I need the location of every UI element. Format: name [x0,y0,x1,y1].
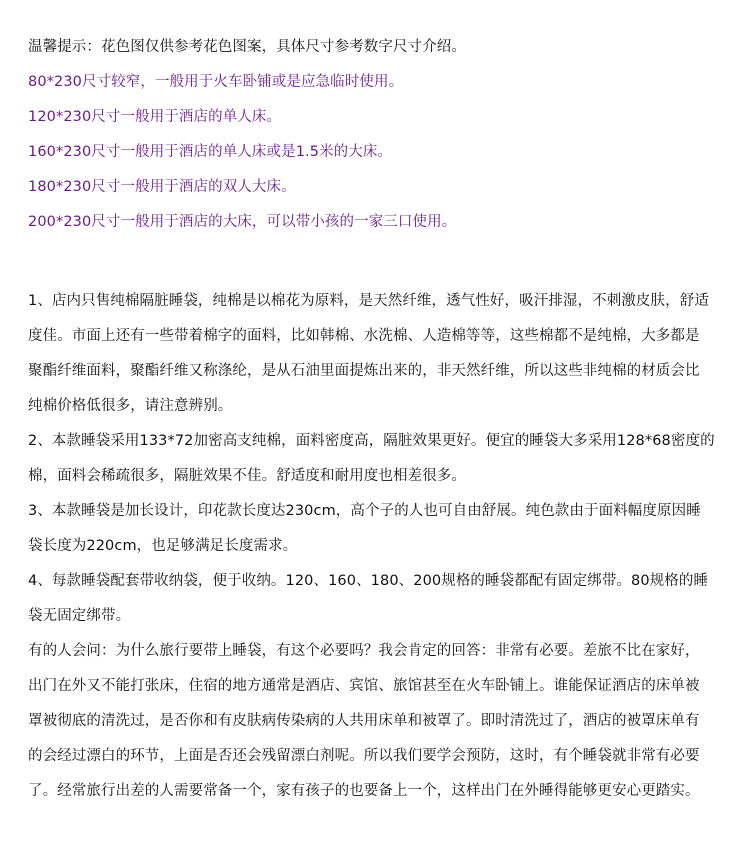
point-2-paragraph [28,424,728,494]
section-spacer [28,240,728,284]
paragraph-line: 出门在外又不能打张床，住宿的地方通常是酒店、宾馆、旅馆甚至在火车卧铺上。谁能保证酒店的床单被 [28,678,700,694]
size-note-160: 160*230尺寸一般用于酒店的单人床或是1.5米的大床。 [28,144,393,160]
paragraph-line: 3、本款睡袋是加长设计，印花款长度达230cm，高个子的人也可自由舒展。纯色款由于面料幅度原因睡 [28,503,701,519]
paragraph-line: 袋无固定绑带。 [28,608,131,624]
paragraph-line: 了。经常旅行出差的人需要常备一个，家有孩子的也要备上一个，这样出门在外睡得能够更安心更踏实。 [28,783,700,799]
paragraph-line: 罩被彻底的清洗过，是否你和有皮肤病传染病的人共用床单和被罩了。即时清洗过了，酒店的被罩床单有 [28,713,700,729]
paragraph-line: 聚酯纤维面料，聚酯纤维又称涤纶，是从石油里面提炼出来的，非天然纤维，所以这些非纯棉的材质会比 [28,363,700,379]
paragraph-line: 1、店内只售纯棉隔脏睡袋，纯棉是以棉花为原料，是天然纤维，透气性好，吸汗排湿，不刺激皮肤，舒适 [28,293,709,309]
size-note-180: 180*230尺寸一般用于酒店的双人大床。 [28,179,296,195]
paragraph-line: 4、每款睡袋配套带收纳袋，便于收纳。120、160、180、200规格的睡袋都配有固定绑带。80规格的睡 [28,573,709,589]
point-1-paragraph [28,284,728,424]
paragraph-line: 袋长度为220cm，也足够满足长度需求。 [28,538,298,554]
document-body [28,30,728,809]
paragraph-line: 2、本款睡袋采用133*72加密高支纯棉，面料密度高，隔脏效果更好。便宜的睡袋大多采用128*68密度的 [28,433,715,449]
notice-title: 温馨提示：花色图仅供参考花色图案，具体尺寸参考数字尺寸介绍。 [28,39,466,55]
point-4-paragraph [28,564,728,634]
paragraph-line: 的会经过漂白的环节，上面是否还会残留漂白剂呢。所以我们要学会预防，这时，有个睡袋就非常有必要 [28,748,700,764]
size-note-200: 200*230尺寸一般用于酒店的大床，可以带小孩的一家三口使用。 [28,214,457,230]
paragraph-line: 有的人会问：为什么旅行要带上睡袋，有这个必要吗？我会肯定的回答：非常有必要。差旅不比在家好， [28,643,700,659]
size-note-120: 120*230尺寸一般用于酒店的单人床。 [28,109,282,125]
paragraph-line: 纯棉价格低很多，请注意辨别。 [28,398,233,414]
paragraph-line: 棉，面料会稀疏很多，隔脏效果不佳。舒适度和耐用度也相差很多。 [28,468,466,484]
point-3-paragraph [28,494,728,564]
paragraph-line: 度佳。市面上还有一些带着棉字的面料，比如韩棉、水洗棉、人造棉等等，这些棉都不是纯棉，大多都是 [28,328,700,344]
size-note-80: 80*230尺寸较窄，一般用于火车卧铺或是应急临时使用。 [28,74,404,90]
faq-paragraph [28,634,728,809]
